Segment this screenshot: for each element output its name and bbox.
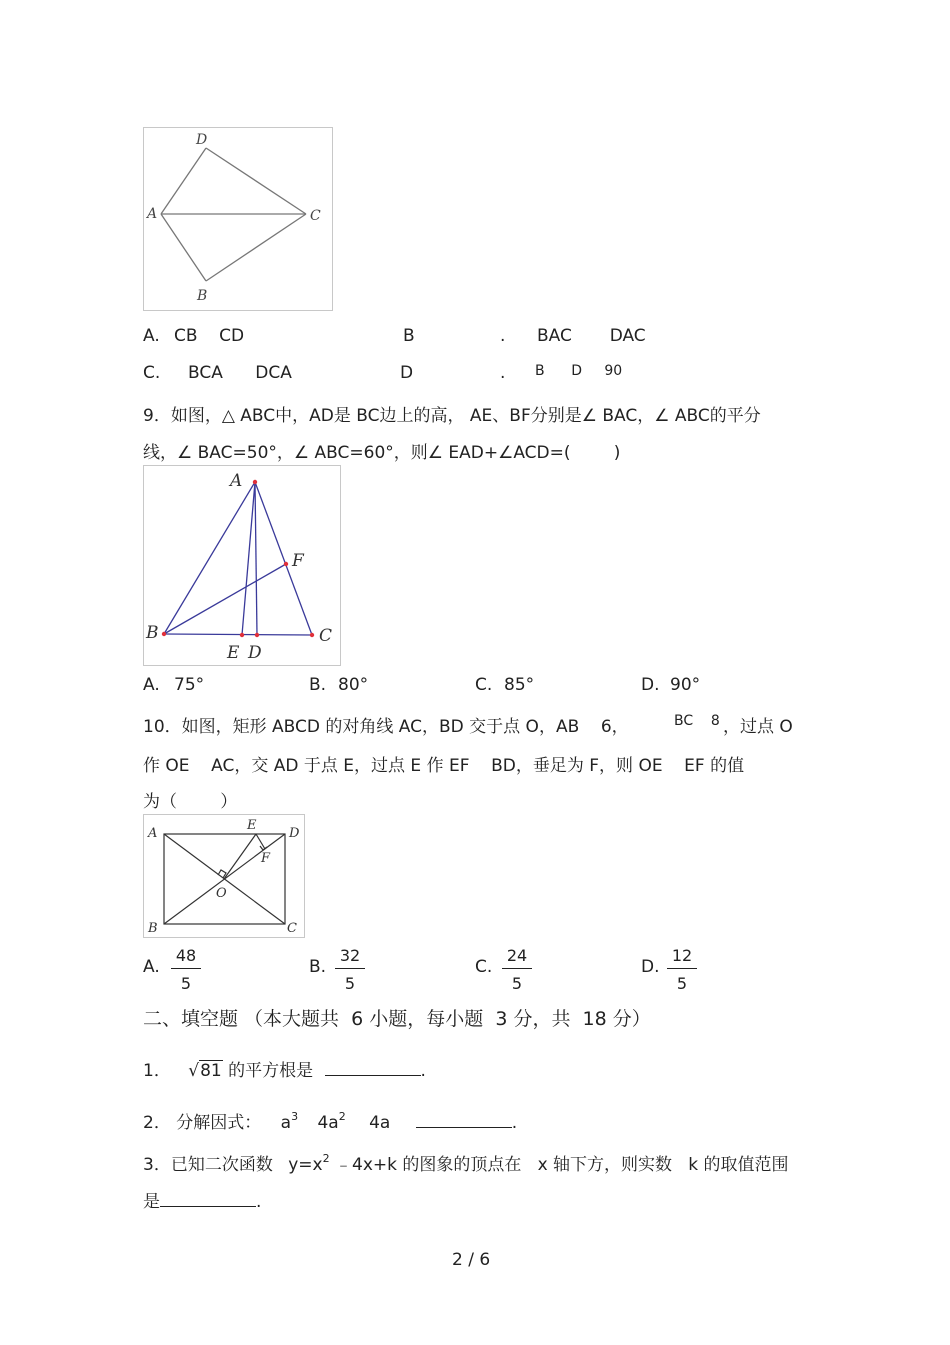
- fill-q3-text1: 已知二次函数: [170, 1155, 273, 1175]
- q10-option-a-letter: A.: [143, 957, 160, 977]
- q10-option-d-fraction: [667, 946, 697, 993]
- fraction-denominator: 5: [180, 974, 192, 993]
- fill-q3-function: y=x: [288, 1155, 323, 1175]
- fraction-numerator: 24: [502, 946, 532, 969]
- fraction-numerator: 12: [667, 946, 697, 969]
- q8-option-b-dot: .: [500, 326, 506, 346]
- q10-option-d-letter: D.: [641, 957, 660, 977]
- q10-option-a-fraction: [171, 946, 201, 993]
- fill-q2-term-a: a: [280, 1113, 292, 1133]
- q8-option-c-letter: C.: [143, 363, 161, 383]
- q8-label-b: B: [197, 288, 208, 304]
- fill-q3-line2-text: 是: [143, 1192, 160, 1212]
- fill-q2-term-mid: 4a: [317, 1113, 339, 1133]
- q9-option-c-letter: C.: [475, 675, 493, 695]
- page-number: 2 / 6: [452, 1250, 491, 1270]
- q9-stem-line2: 线，∠ BAC=50°，∠ ABC=60°，则∠ EAD+∠ACD=( ): [143, 443, 621, 463]
- q9-label-f: F: [292, 551, 304, 571]
- q8-label-a: A: [147, 206, 158, 222]
- fill-q3-exp: 2: [322, 1152, 330, 1165]
- q8-label-c: C: [310, 208, 321, 224]
- q8-option-d-dot: .: [500, 363, 506, 383]
- section-title-fill-in: 二、填空题 （本大题共 6 小题，每小题 3 分，共 18 分）: [143, 1008, 651, 1030]
- fill-q3-line2: [143, 1187, 261, 1212]
- q8-option-c-text: BCA DCA: [188, 363, 292, 383]
- q10-figure: [143, 814, 305, 938]
- q10-stem-line2: 作 OE AC，交 AD 于点 E，过点 E 作 EF BD，垂足为 F，则 OE EF 的值: [143, 756, 745, 776]
- fill-q2-term-tail: 4a: [369, 1113, 391, 1133]
- fill-q2-exp2: 2: [338, 1110, 346, 1123]
- q9-option-d-value: 90°: [670, 675, 701, 695]
- q8-option-b-letter: B: [403, 326, 415, 346]
- fraction-denominator: 5: [511, 974, 523, 993]
- q8-option-a-letter: A.: [143, 326, 160, 346]
- q8-option-b-text: BAC DAC: [537, 326, 646, 346]
- q9-label-e: E: [227, 643, 240, 663]
- fraction-denominator: 5: [344, 974, 356, 993]
- q8-option-a-text: CB CD: [174, 326, 245, 346]
- q9-stem-line1: 9．如图，△ ABC中，AD是 BC边上的高， AE、BF分别是∠ BAC，∠ ABC的平分: [143, 406, 761, 426]
- q10-option-c-letter: C.: [475, 957, 493, 977]
- fill-q2-number: 2．: [143, 1113, 171, 1133]
- fill-q1-number: 1．: [143, 1061, 171, 1081]
- fraction-numerator: 32: [335, 946, 365, 969]
- q10-label-b: B: [148, 921, 158, 936]
- q9-option-b-letter: B.: [309, 675, 327, 695]
- q9-label-c: C: [319, 626, 333, 646]
- fill-q1-answer-blank[interactable]: [325, 1061, 421, 1076]
- q9-option-a-letter: A.: [143, 675, 160, 695]
- q9-option-b-value: 80°: [338, 675, 369, 695]
- q10-label-c: C: [287, 921, 297, 936]
- q8-label-d: D: [196, 132, 208, 148]
- q9-option-c-value: 85°: [504, 675, 535, 695]
- q9-figure: [143, 465, 341, 666]
- q10-stem-line3: 为（ ）: [143, 792, 238, 812]
- q8-option-d-letter: D: [400, 363, 414, 383]
- fill-q2-answer-blank[interactable]: [416, 1113, 512, 1128]
- q10-option-b-letter: B.: [309, 957, 327, 977]
- q9-option-a-value: 75°: [174, 675, 205, 695]
- q9-label-d: D: [248, 643, 262, 663]
- fill-q2-exp3: 3: [291, 1110, 299, 1123]
- fill-q1: [143, 1056, 426, 1081]
- fraction-numerator: 48: [171, 946, 201, 969]
- sqrt-radicand: 81: [200, 1061, 222, 1081]
- q10-label-o: O: [216, 886, 227, 901]
- fill-q3-answer-blank[interactable]: [160, 1192, 256, 1207]
- fill-q1-text: 的平方根是: [228, 1061, 314, 1081]
- q8-figure: [143, 127, 333, 311]
- q10-option-c-fraction: [502, 946, 532, 993]
- q10-label-a: A: [148, 826, 158, 841]
- fill-q2: [143, 1108, 517, 1133]
- fill-q2-end: .: [511, 1113, 518, 1133]
- q8-option-d-text: B D 90: [535, 363, 623, 379]
- fill-q3-line1: [143, 1150, 789, 1175]
- fraction-denominator: 5: [676, 974, 688, 993]
- fill-q1-end: .: [420, 1061, 426, 1081]
- q10-stem-bc: BC 8: [674, 713, 720, 729]
- q10-label-f: F: [261, 851, 271, 866]
- fill-q3-number: 3．: [143, 1155, 171, 1175]
- q9-label-a: A: [230, 471, 243, 491]
- q10-stem-line1-end: ，过点 O: [723, 717, 793, 737]
- q9-label-b: B: [146, 623, 159, 643]
- fill-q2-label: 分解因式：: [176, 1113, 262, 1133]
- q10-option-b-fraction: [335, 946, 365, 993]
- q9-option-d-letter: D.: [641, 675, 660, 695]
- q10-stem-line1: 10．如图，矩形 ABCD 的对角线 AC，BD 交于点 O，AB 6，: [143, 717, 629, 737]
- fill-q3-text2: ﹣4x+k 的图象的顶点在 x 轴下方，则实数 k 的取值范围: [335, 1155, 789, 1175]
- fill-q3-end: .: [256, 1192, 262, 1212]
- sqrt-symbol: √81: [188, 1061, 222, 1081]
- q10-label-e: E: [247, 818, 257, 833]
- q10-label-d: D: [289, 826, 300, 841]
